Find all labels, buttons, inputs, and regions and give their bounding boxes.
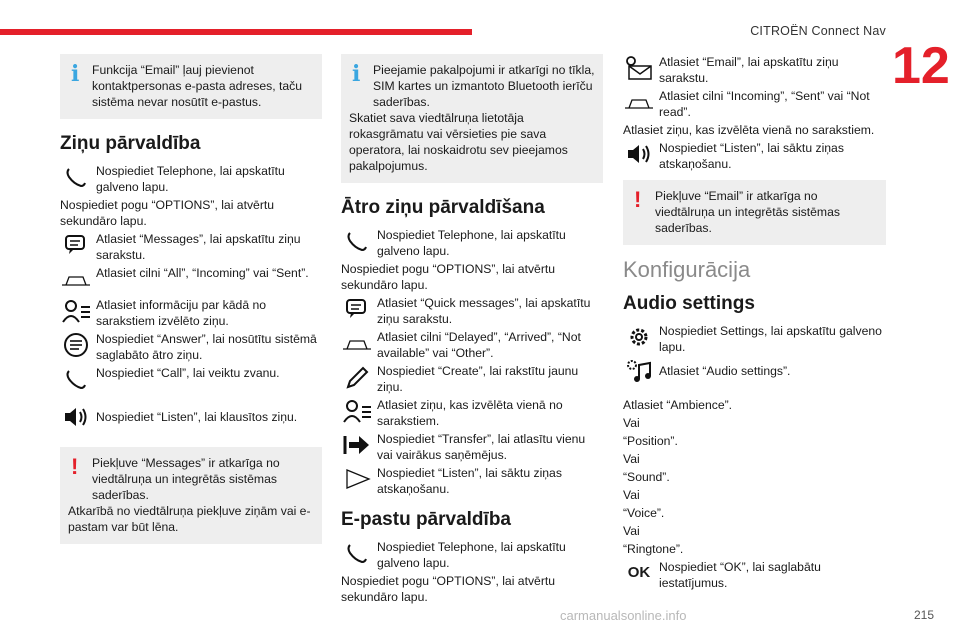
step [341, 295, 603, 327]
step-text: Nospiediet “OK”, lai saglabātu iestatījumus. [659, 560, 821, 590]
step-text: Nospiediet “Listen”, lai sāktu ziņas atskaņošanu. [377, 466, 562, 496]
step [341, 539, 603, 571]
brand-title: CITROËN Connect Nav [750, 24, 886, 38]
section-title-quick-messages: Ātro ziņu pārvaldīšana [341, 197, 545, 218]
step [623, 559, 886, 591]
step [623, 140, 886, 172]
step [341, 397, 603, 429]
step [623, 323, 886, 355]
step-text: Nospiediet Telephone, lai apskatītu galveno lapu. [377, 228, 566, 258]
step-text: Nospiediet “Call”, lai veiktu zvanu. [96, 366, 280, 380]
section-title-email: E-pastu pārvaldība [341, 509, 511, 530]
step-text: Atlasiet “Messages”, lai apskatītu ziņu sarakstu. [96, 232, 301, 262]
step-text: Nospiediet Telephone, lai apskatītu galveno lapu. [96, 164, 285, 194]
gear-icon [623, 323, 655, 351]
step [623, 54, 886, 86]
paragraph: Vai [623, 524, 640, 538]
info-box [341, 54, 603, 183]
step-text: Nospiediet “Create”, lai rakstītu jaunu ziņu. [377, 364, 579, 394]
column-3 [623, 54, 886, 593]
step-text: Atlasiet cilni “Incoming”, “Sent” vai “Not read”. [659, 89, 870, 119]
step-text: Atlasiet cilni “All”, “Incoming” vai “Sent”. [96, 266, 309, 280]
column-2 [341, 54, 603, 607]
paragraph: Vai [623, 488, 640, 502]
info-text: Funkcija “Email” ļauj pievienot kontaktpersonas e-pasta adreses, taču sistēma nevar nosūtīt e-pastus. [92, 63, 303, 109]
step [623, 88, 886, 120]
email-envelope-icon [623, 54, 655, 82]
step-text: Nospiediet Settings, lai apskatītu galveno lapu. [659, 324, 882, 354]
paragraph: “Ringtone”. [623, 542, 684, 556]
phone-handset-icon [60, 163, 92, 191]
page-number: 215 [913, 608, 934, 622]
tab-icon [623, 88, 655, 116]
step-text: Nospiediet “Transfer”, lai atlasītu vienu vai vairākus saņēmējus. [377, 432, 586, 462]
speaker-icon [60, 403, 92, 431]
ok-icon: OK [627, 564, 651, 581]
step-text: Atlasiet “Quick messages”, lai apskatītu ziņu sarakstu. [377, 296, 591, 326]
answer-icon [60, 331, 92, 359]
contact-details-icon [60, 297, 92, 325]
speaker-icon [623, 140, 655, 168]
play-icon [341, 465, 373, 493]
step [60, 365, 322, 395]
section-title-configuration: Konfigurācija [623, 257, 751, 282]
step [60, 231, 322, 263]
transfer-arrow-icon [341, 431, 373, 459]
step-text: Nospiediet “Listen”, lai sāktu ziņas atskaņošanu. [659, 141, 844, 171]
info-text: Skatiet sava viedtālruņa lietotāja rokasgrāmatu vai vērsieties pie sava operatora, lai noskaidrotu sev pieejamos pakalpojumus. [349, 111, 568, 173]
warning-box [623, 180, 886, 245]
warning-text: Piekļuve “Email” ir atkarīga no viedtālruņa un integrētās sistēmas saderības. [655, 189, 840, 235]
step-text: Atlasiet cilni “Delayed”, “Arrived”, “Not available” vai “Other”. [377, 330, 581, 360]
phone-handset-icon [341, 227, 373, 255]
section-title-audio-settings: Audio settings [623, 293, 755, 314]
paragraph: “Voice”. [623, 506, 665, 520]
watermark: carmanualsonline.info [560, 608, 687, 623]
tab-icon [60, 265, 92, 293]
step [341, 465, 603, 497]
warning-text: Atkarībā no viedtālruņa piekļuve ziņām vai e-pastam var būt lēna. [68, 504, 311, 534]
chapter-number: 12 [892, 37, 950, 95]
step-text: Atlasiet informāciju par kādā no sarakstiem izvēlēto ziņu. [96, 298, 267, 328]
warning-icon: ! [634, 187, 642, 212]
info-icon: i [352, 61, 361, 87]
column-1 [60, 54, 322, 558]
paragraph: Vai [623, 416, 640, 430]
step-text: Atlasiet “Email”, lai apskatītu ziņu sarakstu. [659, 55, 839, 85]
info-text: Pieejamie pakalpojumi ir atkarīgi no tīkla, SIM kartes un izmantoto Bluetooth ierīču saderības. [373, 63, 595, 109]
paragraph: Nospiediet pogu “OPTIONS”, lai atvērtu sekundāro lapu. [60, 198, 275, 228]
paragraph: Atlasiet “Ambience”. [623, 398, 733, 412]
section-title-messages: Ziņu pārvaldība [60, 133, 201, 154]
messages-icon [341, 295, 373, 323]
header-red-bar [0, 29, 472, 35]
step-text: Nospiediet “Answer”, lai nosūtītu sistēmā saglabāto ātro ziņu. [96, 332, 317, 362]
warning-icon: ! [71, 454, 79, 479]
phone-handset-icon [341, 539, 373, 567]
step-text: Nospiediet Telephone, lai apskatītu galveno lapu. [377, 540, 566, 570]
paragraph: “Position”. [623, 434, 678, 448]
step [623, 357, 886, 387]
paragraph: Nospiediet pogu “OPTIONS”, lai atvērtu sekundāro lapu. [341, 262, 556, 292]
warning-text: Piekļuve “Messages” ir atkarīga no viedtālruņa un integrētās sistēmas saderības. [92, 456, 280, 502]
step-text: Atlasiet “Audio settings”. [659, 364, 791, 378]
step [341, 431, 603, 463]
step [60, 331, 322, 363]
step-text: Nospiediet “Listen”, lai klausītos ziņu. [96, 410, 298, 424]
step [341, 329, 603, 361]
phone-handset-icon [60, 365, 92, 393]
step-text: Atlasiet ziņu, kas izvēlēta vienā no sarakstiem. [377, 398, 563, 428]
step [60, 265, 322, 295]
step [341, 227, 603, 259]
info-icon: i [71, 61, 80, 87]
step [341, 363, 603, 395]
step [60, 163, 322, 195]
paragraph: Nospiediet pogu “OPTIONS”, lai atvērtu sekundāro lapu. [341, 574, 556, 604]
audio-settings-icon [623, 357, 655, 385]
pencil-icon [341, 363, 373, 391]
paragraph: Atlasiet ziņu, kas izvēlēta vienā no sarakstiem. [623, 123, 875, 137]
tab-icon [341, 329, 373, 357]
warning-box [60, 447, 322, 544]
messages-icon [60, 231, 92, 259]
info-box [60, 54, 322, 119]
step [60, 403, 322, 433]
contact-details-icon [341, 397, 373, 425]
paragraph: “Sound”. [623, 470, 670, 484]
step [60, 297, 322, 329]
paragraph: Vai [623, 452, 640, 466]
